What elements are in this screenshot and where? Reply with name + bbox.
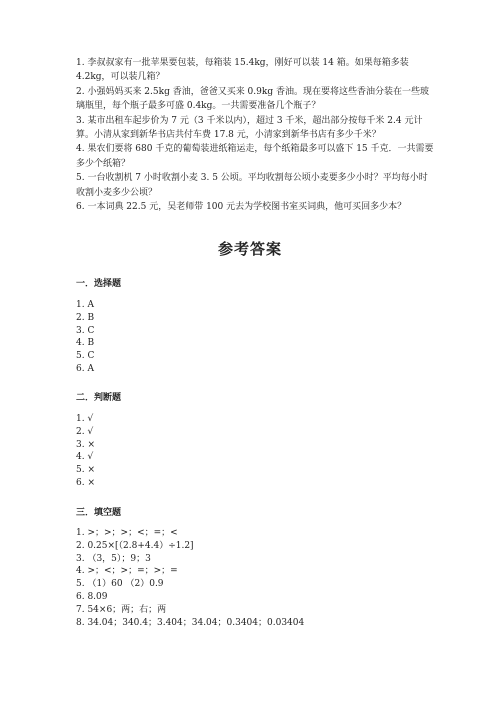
judgement-answer-3: 3. × [76, 439, 95, 450]
choice-answer-1: 1. A [76, 300, 94, 310]
judgement-answer-2: 2. √ [76, 426, 94, 437]
problem-5: 5. 一台收割机 7 小时收割小麦 3. 5 公顷。平均收割每公顷小麦要多少小时？平均每小时收割小麦多少公顷？ [76, 173, 428, 198]
judgement-answer-5: 5. × [76, 465, 95, 476]
judgement-answer-6: 6. × [76, 477, 95, 488]
section-heading-judgement: 二．判断题 [76, 393, 122, 403]
fill-blank-answers [76, 527, 304, 629]
section-heading-fill-blank: 三．填空题 [76, 508, 122, 518]
section-heading-choice: 一．选择题 [76, 279, 122, 289]
judgement-answer-1: 1. √ [76, 414, 94, 424]
fill-blank-answer-4: 4. >；<；>；=；>；= [76, 566, 178, 577]
judgement-answers [76, 413, 95, 490]
problem-6: 6. 一本词典 22.5 元，吴老师带 100 元去为学校图书室买词典，他可买回多少本？ [76, 202, 407, 213]
word-problems [76, 56, 436, 214]
judgement-answer-4: 4. √ [76, 452, 94, 463]
fill-blank-answer-1: 1. >；>；>；<；=；< [76, 528, 178, 538]
fill-blank-answer-6: 6. 8.09 [76, 591, 108, 602]
answers-title: 参考答案 [217, 240, 282, 258]
problem-4: 4. 果农们要将 680 千克的葡萄装进纸箱运走，每个纸箱最多可以盛下 15 千克．一共需要多少个纸箱？ [76, 144, 434, 169]
problem-1: 1. 李叔叔家有一批苹果要包装，每箱装 15.4kg，刚好可以装 14 箱。如果每箱多装 4.2kg，可以装几箱？ [76, 58, 409, 83]
fill-blank-answer-2: 2. 0.25×[（2.8+4.4）÷1.2] [76, 540, 194, 551]
choice-answer-6: 6. A [76, 363, 94, 374]
fill-blank-answer-7: 7. 54×6；两；右；两 [76, 604, 167, 615]
fill-blank-answer-8: 8. 34.04；340.4；3.404；34.04；0.3404；0.03404 [76, 617, 305, 628]
problem-3: 3. 某市出租车起步价为 7 元（3 千米以内），超过 3 千米，超出部分按每千米 2.4 元计算。小清从家到新华书店共付车费 17.8 元，小清家到新华书店有多少千米？ [76, 115, 423, 141]
fill-blank-answer-3: 3. （3，5）；9；3 [76, 553, 151, 564]
choice-answers [76, 299, 94, 376]
choice-answer-3: 3. C [76, 325, 95, 336]
choice-answer-5: 5. C [76, 351, 95, 362]
problem-2: 2. 小强妈妈买来 2.5kg 香油，爸爸又买来 0.9kg 香油。现在要将这些香油分装在一些玻璃瓶里，每个瓶子最多可盛 0.4kg。一共需要准备几个瓶子？ [76, 86, 429, 112]
fill-blank-answer-5: 5. （1）60 （2）0.9 [76, 579, 164, 590]
choice-answer-2: 2. B [76, 312, 95, 323]
choice-answer-4: 4. B [76, 338, 95, 349]
